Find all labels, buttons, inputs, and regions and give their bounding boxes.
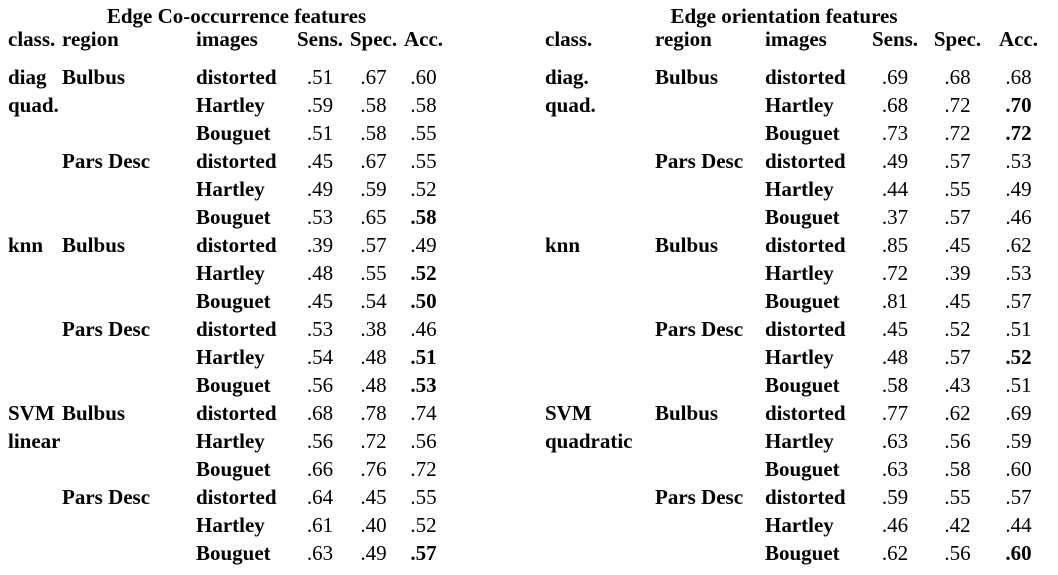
acc-value: .69	[1005, 401, 1032, 425]
class-label	[545, 539, 655, 567]
spec-value: .78	[360, 401, 387, 425]
header-row	[545, 28, 1047, 63]
region-label	[655, 91, 765, 119]
spec-value: .67	[360, 65, 387, 89]
sens-value: .81	[881, 289, 909, 313]
acc-value: .55	[410, 485, 437, 509]
acc-value: .58	[410, 205, 437, 229]
spec-value: .57	[944, 149, 971, 173]
acc-value: .57	[410, 541, 437, 565]
sens-value: .56	[306, 429, 334, 453]
class-label	[8, 371, 62, 399]
region-label: Bulbus	[62, 65, 126, 89]
images-label: Bouguet	[196, 457, 271, 481]
class-label	[8, 483, 62, 511]
images-label: Bouguet	[765, 289, 840, 313]
images-label: Bouguet	[765, 457, 840, 481]
spec-value: .40	[360, 513, 387, 537]
acc-value: .57	[1005, 289, 1032, 313]
spec-value: .54	[360, 289, 387, 313]
images-label: Hartley	[765, 261, 834, 285]
sens-value: .77	[881, 401, 909, 425]
table-row	[8, 427, 445, 455]
acc-value: .68	[1005, 65, 1032, 89]
region-label: Pars Desc	[62, 317, 151, 341]
sens-value: .51	[306, 121, 334, 145]
class-label: knn	[8, 233, 44, 257]
region-label	[655, 427, 765, 455]
table-row	[8, 315, 445, 343]
col-header-sens: Sens.	[296, 27, 344, 51]
class-label	[8, 119, 62, 147]
region-label	[62, 119, 196, 147]
table-row	[545, 511, 1047, 539]
sens-value: .62	[881, 541, 909, 565]
class-label	[545, 259, 655, 287]
class-label: quad.	[545, 93, 596, 117]
spec-value: .72	[944, 121, 971, 145]
region-label	[62, 539, 196, 567]
sens-value: .64	[306, 485, 334, 509]
table-row	[8, 63, 445, 91]
region-label: Bulbus	[62, 401, 126, 425]
sens-value: .54	[306, 345, 334, 369]
table-row	[8, 203, 445, 231]
images-label: distorted	[196, 233, 277, 257]
col-header-acc: Acc.	[403, 27, 444, 51]
col-header-sens: Sens.	[871, 27, 919, 51]
class-label	[8, 287, 62, 315]
class-label	[545, 483, 655, 511]
col-header-region: region	[655, 27, 712, 51]
spec-value: .55	[360, 261, 387, 285]
table-row	[8, 287, 445, 315]
table-row	[545, 259, 1047, 287]
spec-value: .48	[360, 373, 387, 397]
sens-value: .49	[306, 177, 334, 201]
spec-value: .43	[944, 373, 971, 397]
acc-value: .44	[1005, 513, 1032, 537]
col-header-acc: Acc.	[998, 27, 1039, 51]
table-row	[545, 399, 1047, 427]
acc-value: .55	[410, 121, 437, 145]
table-row	[545, 371, 1047, 399]
region-label	[655, 539, 765, 567]
region-label	[655, 455, 765, 483]
class-label	[8, 203, 62, 231]
region-label: Bulbus	[62, 233, 126, 257]
region-label: Pars Desc	[655, 317, 744, 341]
sens-value: .49	[881, 149, 909, 173]
table-row	[545, 343, 1047, 371]
sens-value: .56	[306, 373, 334, 397]
col-header-images: images	[196, 27, 258, 51]
spec-value: .68	[944, 65, 971, 89]
sens-value: .39	[306, 233, 334, 257]
acc-value: .51	[410, 345, 437, 369]
spec-value: .39	[944, 261, 971, 285]
spec-value: .57	[944, 205, 971, 229]
acc-value: .55	[410, 149, 437, 173]
spec-value: .56	[944, 429, 971, 453]
acc-value: .72	[1005, 121, 1032, 145]
results-table	[545, 28, 1047, 567]
acc-value: .62	[1005, 233, 1032, 257]
class-label	[545, 175, 655, 203]
images-label: Bouguet	[196, 205, 271, 229]
col-header-region: region	[62, 27, 119, 51]
region-label	[62, 371, 196, 399]
table-body	[545, 63, 1047, 567]
images-label: distorted	[196, 401, 277, 425]
table-row	[8, 231, 445, 259]
region-label	[62, 91, 196, 119]
region-label	[62, 175, 196, 203]
acc-value: .53	[1005, 149, 1032, 173]
spec-value: .65	[360, 205, 387, 229]
acc-value: .52	[410, 261, 437, 285]
region-label	[655, 371, 765, 399]
images-label: Hartley	[196, 177, 265, 201]
class-label: SVM	[545, 401, 592, 425]
sens-value: .68	[881, 93, 909, 117]
acc-value: .53	[410, 373, 437, 397]
table-row	[8, 399, 445, 427]
table-row	[8, 175, 445, 203]
spec-value: .45	[944, 233, 971, 257]
edge-cooccurrence-table	[8, 5, 445, 567]
sens-value: .63	[881, 429, 909, 453]
sens-value: .53	[306, 317, 334, 341]
sens-value: .59	[881, 485, 909, 509]
class-label	[8, 147, 62, 175]
region-label	[62, 427, 196, 455]
spec-value: .59	[360, 177, 387, 201]
region-label: Pars Desc	[62, 149, 151, 173]
table-row	[8, 511, 445, 539]
region-label: Pars Desc	[655, 485, 744, 509]
images-label: Bouguet	[765, 205, 840, 229]
region-label	[655, 259, 765, 287]
sens-value: .59	[306, 93, 334, 117]
acc-value: .50	[410, 289, 437, 313]
table-row	[545, 231, 1047, 259]
class-label	[545, 371, 655, 399]
images-label: Hartley	[765, 429, 834, 453]
acc-value: .46	[410, 317, 437, 341]
images-label: Bouguet	[196, 121, 271, 145]
images-label: Hartley	[196, 345, 265, 369]
table-title: Edge orientation features	[670, 4, 898, 28]
region-label: Pars Desc	[655, 149, 744, 173]
region-label	[62, 287, 196, 315]
spec-value: .45	[944, 289, 971, 313]
class-label	[8, 511, 62, 539]
acc-value: .59	[1005, 429, 1032, 453]
acc-value: .60	[1005, 541, 1032, 565]
table-row	[8, 91, 445, 119]
region-label	[62, 343, 196, 371]
region-label	[655, 175, 765, 203]
class-label	[8, 455, 62, 483]
table-title: Edge Co-occurrence features	[106, 4, 367, 28]
region-label: Bulbus	[655, 233, 719, 257]
sens-value: .46	[881, 513, 909, 537]
table-row	[545, 455, 1047, 483]
col-header-class: class.	[8, 27, 56, 51]
images-label: distorted	[765, 401, 846, 425]
spec-value: .52	[944, 317, 971, 341]
region-label	[62, 455, 196, 483]
class-label	[545, 147, 655, 175]
table-row	[545, 91, 1047, 119]
col-header-class: class.	[545, 27, 593, 51]
acc-value: .52	[1005, 345, 1032, 369]
sens-value: .44	[881, 177, 909, 201]
acc-value: .52	[410, 177, 437, 201]
images-label: Hartley	[196, 261, 265, 285]
sens-value: .73	[881, 121, 909, 145]
table-row	[8, 539, 445, 567]
sens-value: .68	[306, 401, 334, 425]
acc-value: .74	[410, 401, 437, 425]
table-row	[8, 371, 445, 399]
spec-value: .72	[944, 93, 971, 117]
class-label: knn	[545, 233, 581, 257]
table-row	[8, 147, 445, 175]
sens-value: .37	[881, 205, 909, 229]
sens-value: .69	[881, 65, 909, 89]
region-label: Bulbus	[655, 401, 719, 425]
spec-value: .42	[944, 513, 971, 537]
images-label: distorted	[196, 317, 277, 341]
class-label	[545, 343, 655, 371]
acc-value: .52	[410, 513, 437, 537]
images-label: Bouguet	[765, 121, 840, 145]
region-label	[655, 511, 765, 539]
region-label	[62, 259, 196, 287]
images-label: distorted	[765, 317, 846, 341]
spec-value: .55	[944, 485, 971, 509]
sens-value: .51	[306, 65, 334, 89]
sens-value: .45	[306, 149, 334, 173]
images-label: Hartley	[765, 93, 834, 117]
acc-value: .49	[410, 233, 437, 257]
class-label: linear	[8, 429, 61, 453]
acc-value: .49	[1005, 177, 1032, 201]
images-label: Hartley	[196, 513, 265, 537]
spec-value: .48	[360, 345, 387, 369]
acc-value: .70	[1005, 93, 1032, 117]
acc-value: .51	[1005, 317, 1032, 341]
edge-orientation-table	[545, 5, 1047, 567]
images-label: distorted	[765, 149, 846, 173]
class-label	[8, 175, 62, 203]
acc-value: .51	[1005, 373, 1032, 397]
spec-value: .56	[944, 541, 971, 565]
images-label: distorted	[196, 65, 277, 89]
class-label	[545, 455, 655, 483]
class-label: diag.	[545, 65, 589, 89]
table-row	[545, 175, 1047, 203]
spec-value: .57	[360, 233, 387, 257]
images-label: Bouguet	[196, 373, 271, 397]
sens-value: .45	[881, 317, 909, 341]
table-body	[8, 63, 445, 567]
images-label: distorted	[765, 65, 846, 89]
class-label	[545, 315, 655, 343]
region-label: Pars Desc	[62, 485, 151, 509]
sens-value: .85	[881, 233, 909, 257]
class-label	[8, 539, 62, 567]
class-label: diag	[8, 65, 47, 89]
class-label: quad.	[8, 93, 59, 117]
region-label	[62, 203, 196, 231]
sens-value: .45	[306, 289, 334, 313]
class-label: SVM	[8, 401, 55, 425]
acc-value: .57	[1005, 485, 1032, 509]
table-row	[8, 483, 445, 511]
images-label: Bouguet	[765, 373, 840, 397]
region-label	[62, 511, 196, 539]
acc-value: .53	[1005, 261, 1032, 285]
class-label	[545, 511, 655, 539]
table-row	[8, 119, 445, 147]
spec-value: .62	[944, 401, 971, 425]
col-header-images: images	[765, 27, 827, 51]
images-label: Hartley	[765, 513, 834, 537]
table-row	[545, 427, 1047, 455]
images-label: Hartley	[765, 345, 834, 369]
region-label	[655, 343, 765, 371]
class-label	[8, 343, 62, 371]
spec-value: .72	[360, 429, 387, 453]
spec-value: .58	[944, 457, 971, 481]
spec-value: .38	[360, 317, 387, 341]
table-row	[545, 63, 1047, 91]
spec-value: .67	[360, 149, 387, 173]
region-label: Bulbus	[655, 65, 719, 89]
class-label	[545, 287, 655, 315]
images-label: Hartley	[196, 93, 265, 117]
acc-value: .60	[410, 65, 437, 89]
spec-value: .76	[360, 457, 387, 481]
region-label	[655, 119, 765, 147]
region-label	[655, 203, 765, 231]
acc-value: .46	[1005, 205, 1032, 229]
sens-value: .53	[306, 205, 334, 229]
images-label: distorted	[765, 233, 846, 257]
table-row	[545, 147, 1047, 175]
table-row	[8, 343, 445, 371]
table-row	[545, 287, 1047, 315]
results-table	[8, 28, 445, 567]
sens-value: .63	[881, 457, 909, 481]
spec-value: .58	[360, 121, 387, 145]
spec-value: .49	[360, 541, 387, 565]
images-label: Bouguet	[765, 541, 840, 565]
acc-value: .60	[1005, 457, 1032, 481]
spec-value: .58	[360, 93, 387, 117]
spec-value: .45	[360, 485, 387, 509]
col-header-spec: Spec.	[933, 27, 982, 51]
table-row	[545, 483, 1047, 511]
class-label: quadratic	[545, 429, 633, 453]
images-label: Hartley	[196, 429, 265, 453]
table-row	[545, 119, 1047, 147]
table-row	[8, 455, 445, 483]
col-header-spec: Spec.	[349, 27, 398, 51]
sens-value: .61	[306, 513, 334, 537]
region-label	[655, 287, 765, 315]
table-row	[545, 203, 1047, 231]
spec-value: .57	[944, 345, 971, 369]
class-label	[545, 119, 655, 147]
images-label: Hartley	[765, 177, 834, 201]
table-row	[545, 539, 1047, 567]
sens-value: .48	[881, 345, 909, 369]
acc-value: .56	[410, 429, 437, 453]
images-label: distorted	[196, 149, 277, 173]
header-row	[8, 28, 445, 63]
sens-value: .63	[306, 541, 334, 565]
class-label	[8, 315, 62, 343]
class-label	[8, 259, 62, 287]
acc-value: .72	[410, 457, 437, 481]
table-row	[545, 315, 1047, 343]
acc-value: .58	[410, 93, 437, 117]
sens-value: .72	[881, 261, 909, 285]
sens-value: .58	[881, 373, 909, 397]
images-label: Bouguet	[196, 289, 271, 313]
spec-value: .55	[944, 177, 971, 201]
class-label	[545, 203, 655, 231]
images-label: distorted	[196, 485, 277, 509]
table-row	[8, 259, 445, 287]
sens-value: .48	[306, 261, 334, 285]
images-label: distorted	[765, 485, 846, 509]
images-label: Bouguet	[196, 541, 271, 565]
sens-value: .66	[306, 457, 334, 481]
